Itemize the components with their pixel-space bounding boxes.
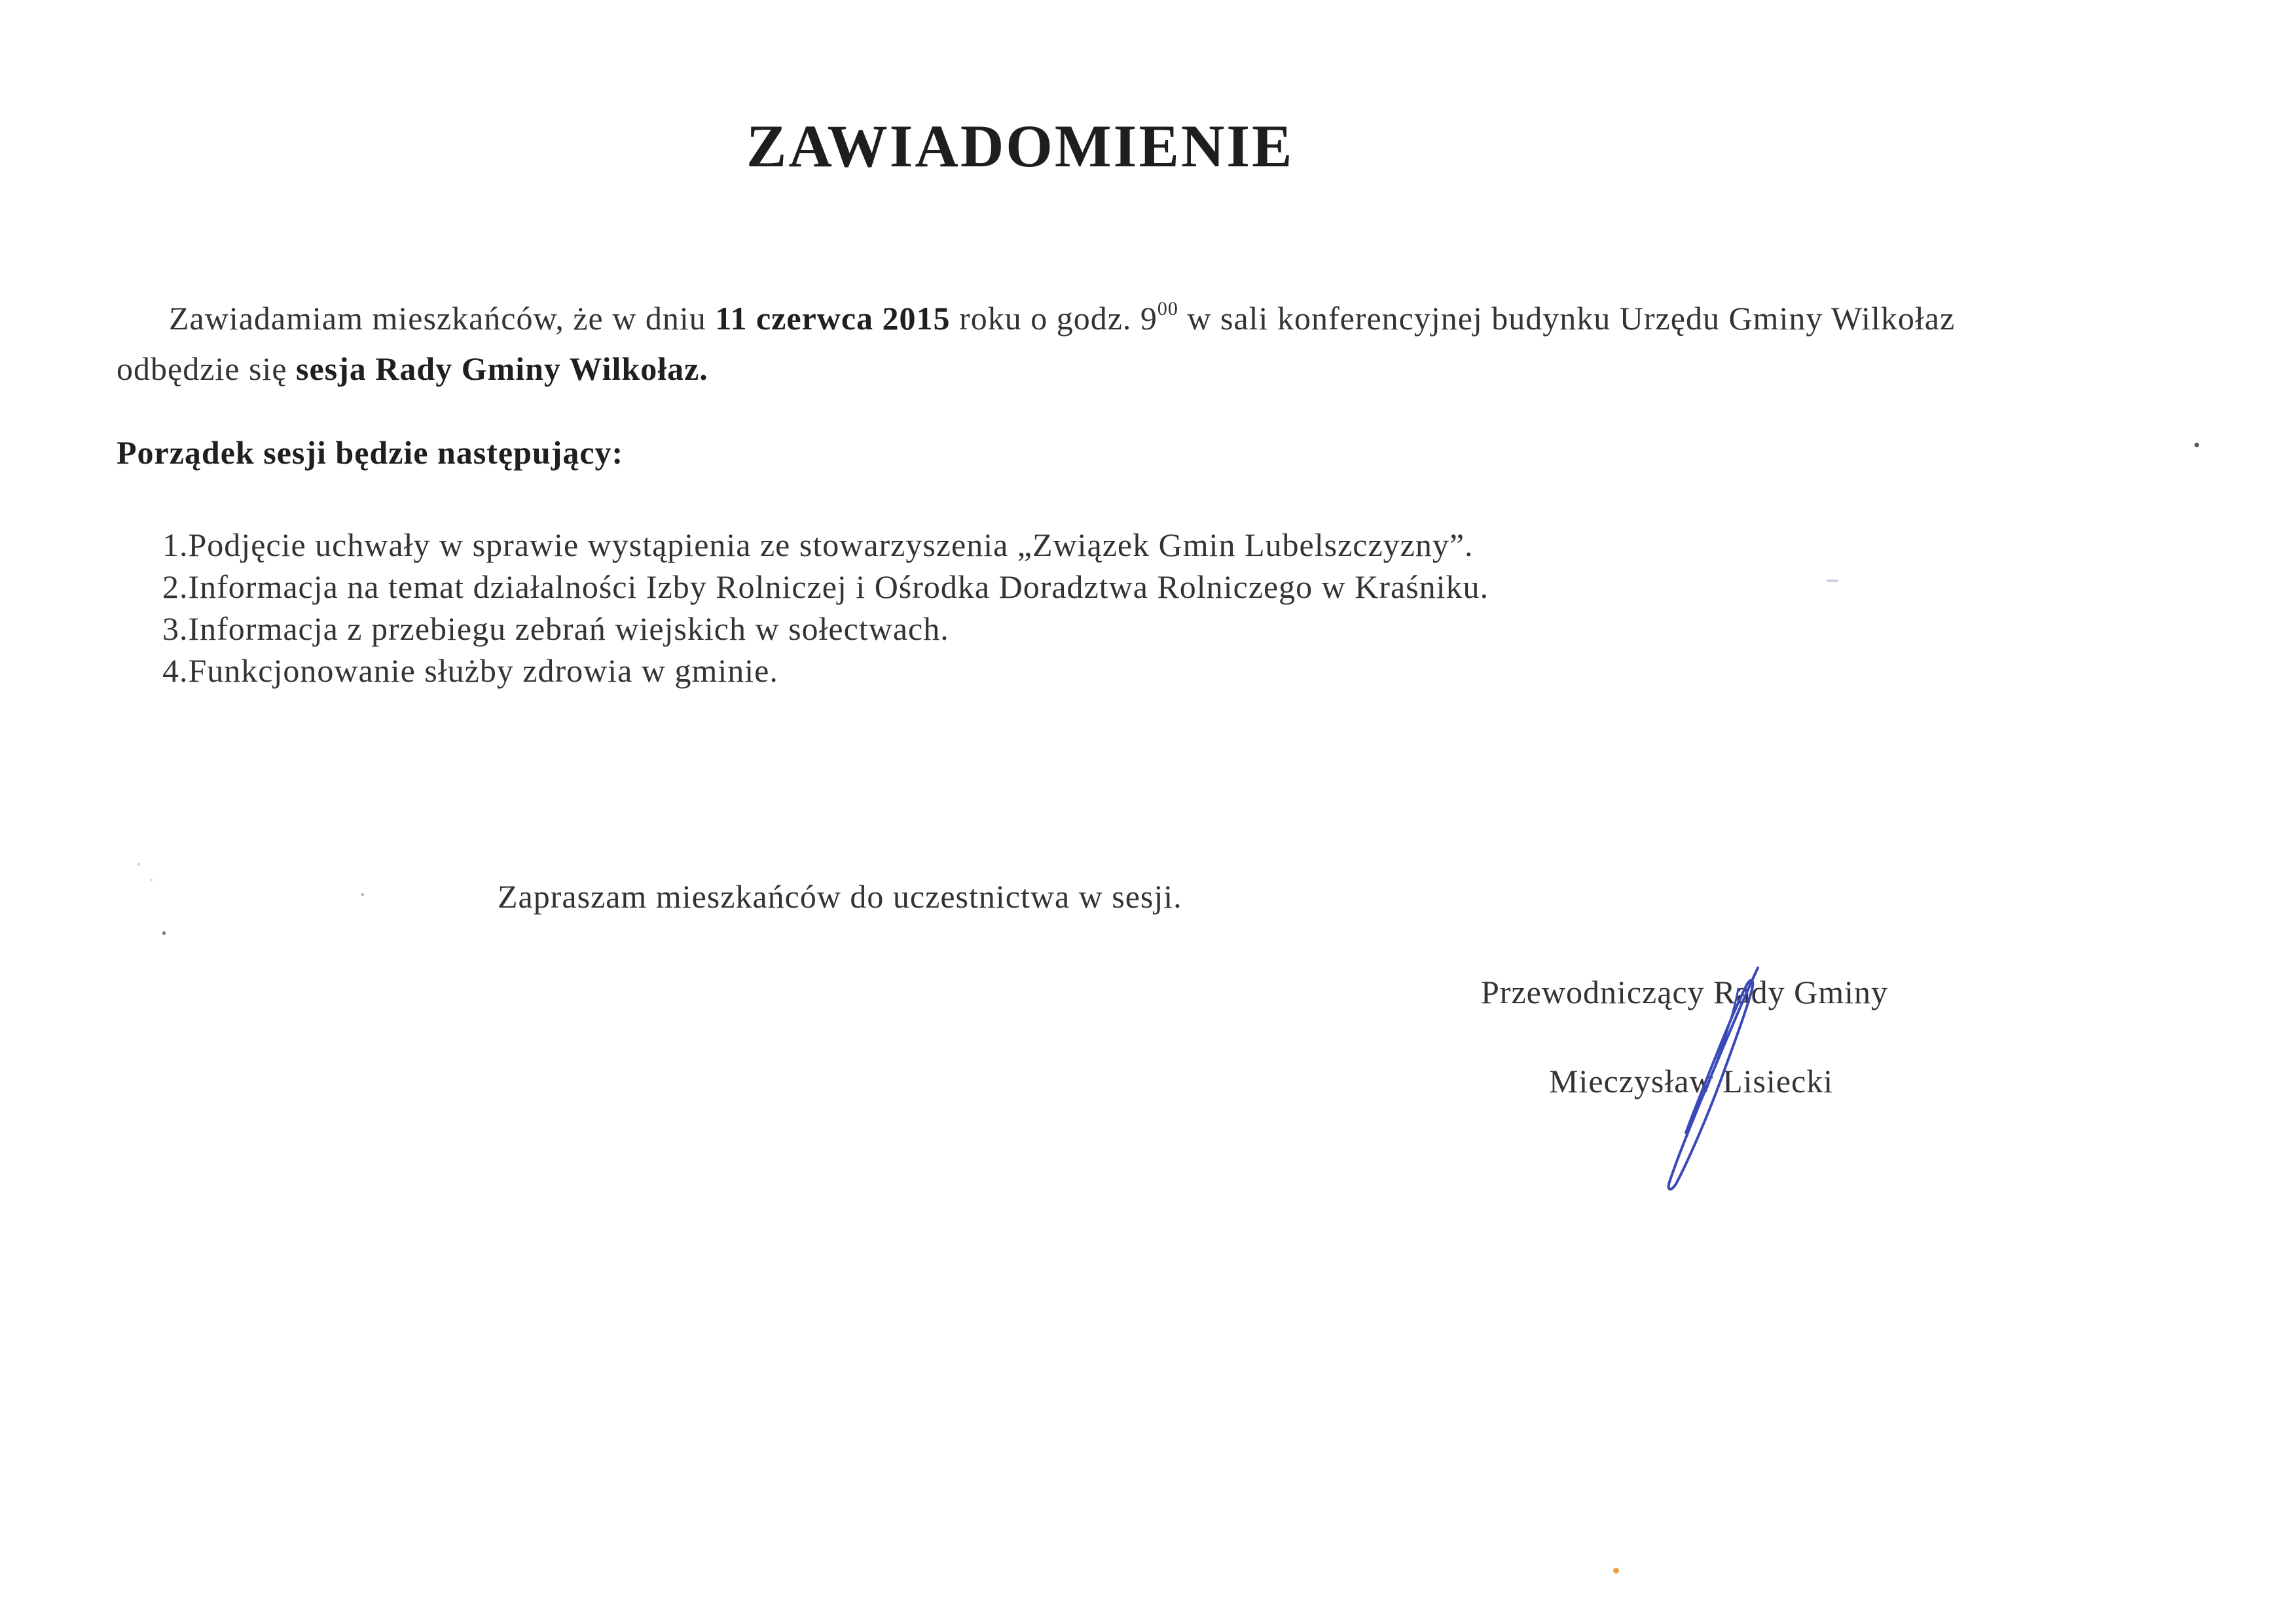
intro-line-2	[117, 344, 2198, 394]
signatory-role: Przewodniczący Rady Gminy	[1481, 974, 1889, 1010]
document-title: ZAWIADOMIENIE	[746, 113, 1294, 179]
agenda-list	[162, 524, 1489, 692]
scan-speck	[162, 931, 166, 935]
scan-speck	[1613, 1568, 1619, 1574]
agenda-item-4: 4.Funkcjonowanie służby zdrowia w gminie.	[162, 652, 778, 689]
time-minutes: 00	[1157, 298, 1178, 320]
intro-text-4: odbędzie się	[117, 350, 297, 387]
agenda-item-1: 1.Podjęcie uchwały w sprawie wystąpienia ze stowarzyszenia „Związek Gmin Lubelszczyzny”.	[162, 526, 1474, 563]
intro-text-3: w sali konferencyjnej budynku Urzędu Gminy Wilkołaz	[1178, 300, 1956, 337]
scan-speck	[361, 893, 364, 896]
signatory-name: Mieczysław Lisiecki	[1549, 1063, 1834, 1099]
agenda-item-2: 2.Informacja na temat działalności Izby Rolniczej i Ośrodka Doradztwa Rolniczego w Kraśniku.	[162, 568, 1489, 605]
scan-speck	[2195, 443, 2199, 447]
intro-line-1	[117, 293, 2198, 344]
scan-speck	[137, 863, 140, 866]
invitation-text: Zapraszam mieszkańców do uczestnictwa w sesji.	[498, 878, 1182, 915]
agenda-item-3: 3.Informacja z przebiegu zebrań wiejskich w sołectwach.	[162, 610, 949, 647]
session-name: sesja Rady Gminy Wilkołaz.	[296, 350, 708, 387]
session-date: 11 czerwca 2015	[715, 300, 951, 337]
handwritten-signature	[1624, 963, 1781, 1198]
intro-text-2: roku o godz. 9	[950, 300, 1157, 337]
agenda-heading: Porządek sesji będzie następujący:	[117, 434, 624, 471]
scan-speck	[1827, 580, 1838, 582]
intro-text-1: Zawiadamiam mieszkańców, że w dniu	[169, 300, 716, 337]
scan-speck	[151, 879, 153, 881]
intro-paragraph	[117, 293, 2198, 394]
